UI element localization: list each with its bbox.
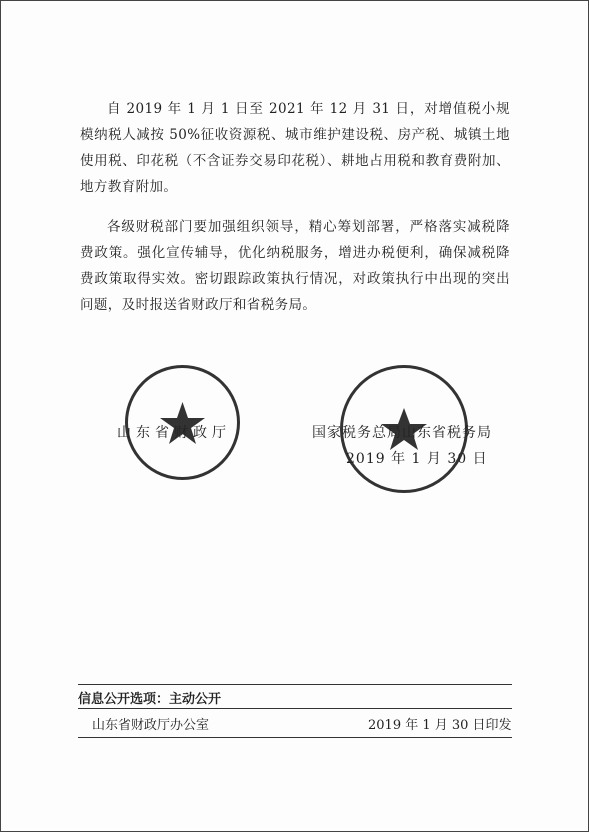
footer-divider-middle bbox=[78, 708, 512, 709]
footer-divider-bottom bbox=[78, 737, 512, 738]
signature-date: 2019 年 1 月 30 日 bbox=[346, 451, 488, 467]
body-paragraph-2 bbox=[80, 214, 510, 318]
print-date: 2019 年 1 月 30 日印发 bbox=[368, 718, 512, 733]
footer-divider-top bbox=[78, 684, 512, 685]
signature-finance-department: 山东省财政厅 bbox=[117, 425, 231, 441]
paragraph-text: 自 2019 年 1 月 1 日至 2021 年 12 月 31 日，对增值税小规模纳税人减按 50%征收资源税、城市维护建设税、房产税、城镇土地使用税、印花税（不含证券交易印花税）、耕地占用税和教育费附加、地方教育附加。 bbox=[80, 101, 510, 195]
paragraph-text: 各级财税部门要加强组织领导，精心筹划部署，严格落实减税降费政策。强化宣传辅导，优化纳税服务，增进办税便利，确保减税降费政策取得实效。密切跟踪政策执行情况，对政策执行中出现的突出问题，及时报送省财政厅和省税务局。 bbox=[80, 219, 510, 313]
signature-tax-bureau: 国家税务总局山东省税务局 bbox=[312, 425, 492, 441]
body-paragraph-1 bbox=[80, 96, 510, 200]
disclosure-option: 信息公开选项：主动公开 bbox=[78, 692, 222, 707]
issuing-office: 山东省财政厅办公室 bbox=[92, 718, 210, 733]
